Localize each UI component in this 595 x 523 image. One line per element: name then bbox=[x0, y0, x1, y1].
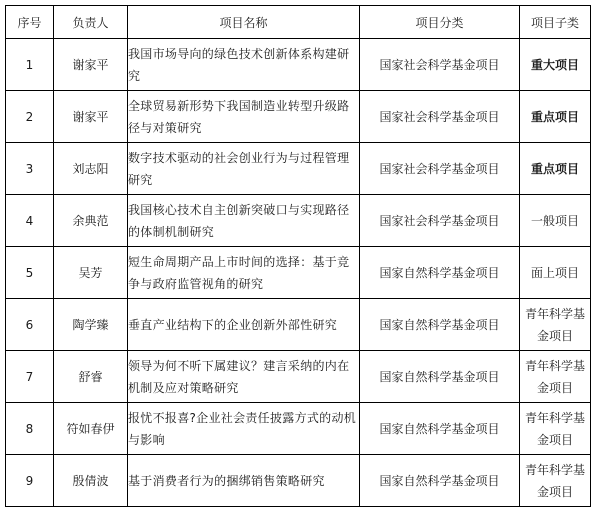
row-subcategory: 一般项目 bbox=[520, 195, 591, 247]
row-index: 3 bbox=[6, 143, 54, 195]
row-index: 8 bbox=[6, 403, 54, 455]
row-index: 4 bbox=[6, 195, 54, 247]
table-row bbox=[6, 143, 591, 195]
row-leader: 刘志阳 bbox=[54, 143, 128, 195]
header-subcategory: 项目子类 bbox=[520, 6, 591, 39]
row-category: 国家自然科学基金项目 bbox=[360, 247, 520, 299]
row-subcategory: 青年科学基金项目 bbox=[520, 299, 591, 351]
row-index: 9 bbox=[6, 455, 54, 507]
row-leader: 余典范 bbox=[54, 195, 128, 247]
row-project-name: 短生命周期产品上市时间的选择：基于竞争与政府监管视角的研究 bbox=[128, 247, 360, 299]
row-project-name: 垂直产业结构下的企业创新外部性研究 bbox=[128, 299, 360, 351]
row-subcategory: 青年科学基金项目 bbox=[520, 403, 591, 455]
table-row bbox=[6, 455, 591, 507]
row-project-name: 报忧不报喜?企业社会责任披露方式的动机与影响 bbox=[128, 403, 360, 455]
row-category: 国家自然科学基金项目 bbox=[360, 403, 520, 455]
table-row bbox=[6, 299, 591, 351]
header-category: 项目分类 bbox=[360, 6, 520, 39]
table-row bbox=[6, 39, 591, 91]
row-project-name: 领导为何不听下属建议？建言采纳的内在机制及应对策略研究 bbox=[128, 351, 360, 403]
row-index: 2 bbox=[6, 91, 54, 143]
row-project-name: 我国市场导向的绿色技术创新体系构建研究 bbox=[128, 39, 360, 91]
row-category: 国家自然科学基金项目 bbox=[360, 299, 520, 351]
table-row bbox=[6, 91, 591, 143]
row-subcategory: 重点项目 bbox=[520, 143, 591, 195]
header-index: 序号 bbox=[6, 6, 54, 39]
row-leader: 吴芳 bbox=[54, 247, 128, 299]
table-container bbox=[5, 5, 591, 507]
row-subcategory: 重大项目 bbox=[520, 39, 591, 91]
table-row bbox=[6, 403, 591, 455]
row-category: 国家自然科学基金项目 bbox=[360, 351, 520, 403]
table-row bbox=[6, 351, 591, 403]
row-category: 国家社会科学基金项目 bbox=[360, 39, 520, 91]
table-row bbox=[6, 195, 591, 247]
header-name: 项目名称 bbox=[128, 6, 360, 39]
row-leader: 陶学臻 bbox=[54, 299, 128, 351]
row-category: 国家自然科学基金项目 bbox=[360, 455, 520, 507]
row-project-name: 全球贸易新形势下我国制造业转型升级路径与对策研究 bbox=[128, 91, 360, 143]
row-subcategory: 青年科学基金项目 bbox=[520, 351, 591, 403]
row-category: 国家社会科学基金项目 bbox=[360, 195, 520, 247]
row-leader: 舒睿 bbox=[54, 351, 128, 403]
row-leader: 谢家平 bbox=[54, 39, 128, 91]
row-category: 国家社会科学基金项目 bbox=[360, 91, 520, 143]
row-leader: 谢家平 bbox=[54, 91, 128, 143]
row-project-name: 数字技术驱动的社会创业行为与过程管理研究 bbox=[128, 143, 360, 195]
row-index: 5 bbox=[6, 247, 54, 299]
row-subcategory: 重点项目 bbox=[520, 91, 591, 143]
row-leader: 殷倩波 bbox=[54, 455, 128, 507]
row-project-name: 基于消费者行为的捆绑销售策略研究 bbox=[128, 455, 360, 507]
row-leader: 符如春伊 bbox=[54, 403, 128, 455]
row-subcategory: 青年科学基金项目 bbox=[520, 455, 591, 507]
projects-table bbox=[5, 5, 591, 507]
table-row bbox=[6, 247, 591, 299]
row-index: 7 bbox=[6, 351, 54, 403]
row-index: 1 bbox=[6, 39, 54, 91]
row-subcategory: 面上项目 bbox=[520, 247, 591, 299]
header-row bbox=[6, 6, 591, 39]
row-project-name: 我国核心技术自主创新突破口与实现路径的体制机制研究 bbox=[128, 195, 360, 247]
row-index: 6 bbox=[6, 299, 54, 351]
header-leader: 负责人 bbox=[54, 6, 128, 39]
row-category: 国家社会科学基金项目 bbox=[360, 143, 520, 195]
